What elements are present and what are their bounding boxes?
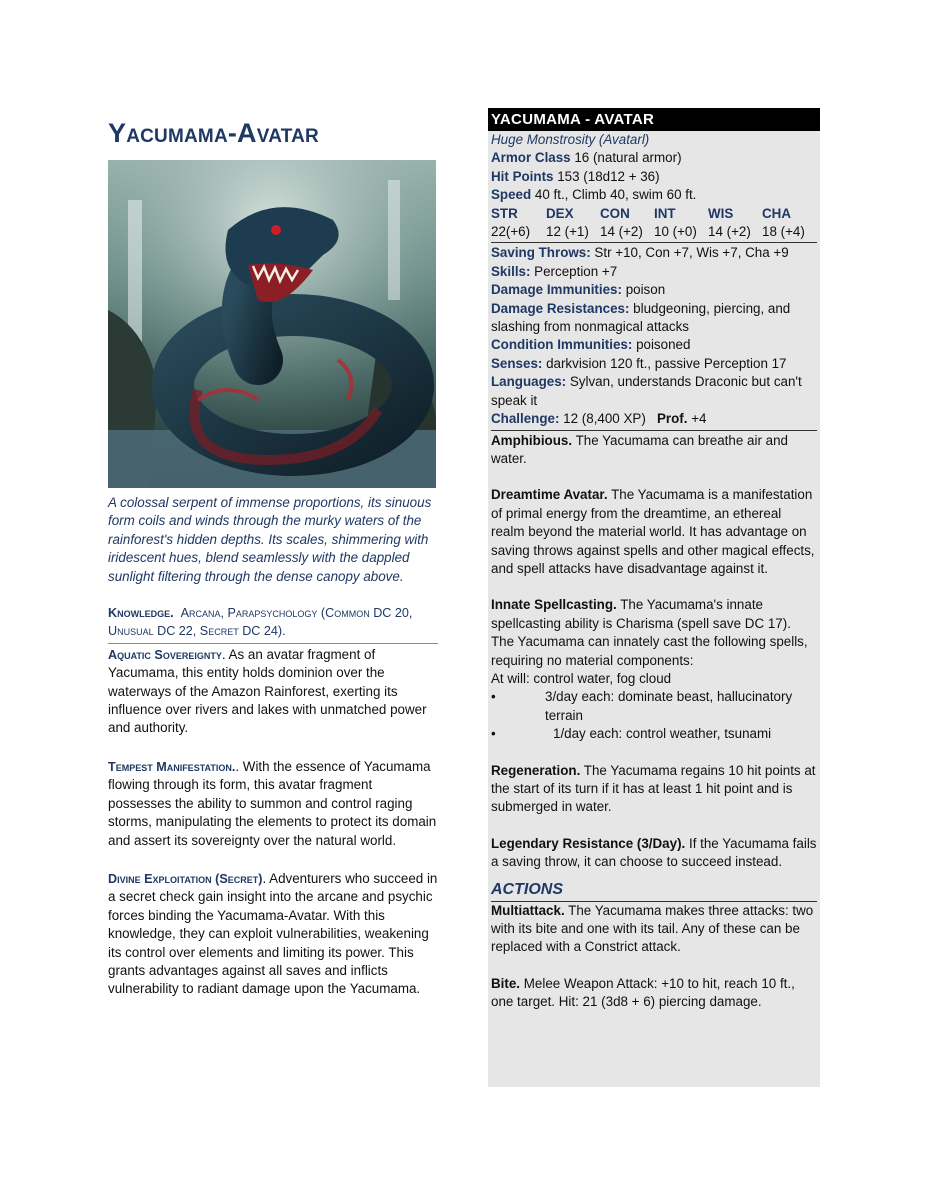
spells-at-will: At will: control water, fog cloud bbox=[491, 670, 672, 686]
ability-value: 22(+6) bbox=[491, 224, 531, 240]
serpent-art bbox=[108, 160, 436, 488]
skills: Skills: Perception +7 bbox=[491, 263, 618, 279]
page-title: Yacumama-Avatar bbox=[108, 118, 319, 148]
stat-block-title: YACUMAMA - AVATAR bbox=[488, 108, 820, 131]
lore-heading: Divine Exploitation (Secret) bbox=[108, 871, 263, 886]
spells-three-per-day: • 3/day each: dominate beast, hallucinatory terrain bbox=[491, 688, 817, 725]
knowledge-text: Arcana, Parapsychology (Common DC 20, Unusual DC 22, Secret DC 24). bbox=[108, 606, 413, 639]
languages: Languages: Sylvan, understands Draconic but can't speak it bbox=[491, 374, 802, 408]
bullet-icon: • bbox=[491, 726, 496, 742]
ability-name: INT bbox=[654, 205, 676, 221]
divider bbox=[491, 430, 817, 431]
senses: Senses: darkvision 120 ft., passive Perception 17 bbox=[491, 355, 787, 371]
ability-value: 10 (+0) bbox=[654, 224, 697, 240]
ability-value: 14 (+2) bbox=[708, 224, 751, 240]
ability-value: 12 (+1) bbox=[546, 224, 589, 240]
trait-innate-spellcasting: Innate Spellcasting. The Yacumama's innate spellcasting ability is Charisma (spell save DC 17). The Yacumama can innately cast the following spells, requiring no material components: At will: control water, fog cloud • 3/day each: dominate beast, hallucinatory terrain • 1/day each: control weather, tsunami bbox=[491, 596, 817, 743]
ability-name: WIS bbox=[708, 205, 734, 221]
lore-column bbox=[108, 112, 438, 999]
creature-type: Huge Monstrosity (Avatarl) bbox=[491, 132, 650, 147]
trait-dreamtime-avatar: Dreamtime Avatar. The Yacumama is a manifestation of primal energy from the dreamtime, an ethereal realm beyond the material world. It has advantage on saving throws against spells and other magical effects, and spell attacks have disadvantage against it. bbox=[491, 487, 815, 576]
knowledge-line bbox=[108, 604, 438, 644]
ability-name: CON bbox=[600, 205, 630, 221]
action-multiattack: Multiattack. The Yacumama makes three attacks: two with its bite and one with its tail. Any of these can be replaced with a Constrict attack. bbox=[491, 902, 814, 955]
stat-block bbox=[488, 108, 820, 1087]
saving-throws: Saving Throws: Str +10, Con +7, Wis +7, Cha +9 bbox=[491, 245, 789, 261]
armor-class: Armor Class 16 (natural armor) bbox=[491, 150, 682, 166]
serpent-illustration bbox=[108, 160, 436, 488]
condition-immunities: Condition Immunities: poisoned bbox=[491, 337, 691, 353]
hit-points: Hit Points 153 (18d12 + 36) bbox=[491, 168, 660, 184]
trait-legendary-resistance: Legendary Resistance (3/Day). If the Yacumama fails a saving throw, it can choose to succeed instead. bbox=[491, 835, 817, 870]
challenge: Challenge: 12 (8,400 XP) Prof. +4 bbox=[491, 411, 707, 427]
action-bite: Bite. Melee Weapon Attack: +10 to hit, reach 10 ft., one target. Hit: 21 (3d8 + 6) piercing damage. bbox=[491, 975, 795, 1010]
ability-name: CHA bbox=[762, 205, 792, 221]
trait-regeneration: Regeneration. The Yacumama regains 10 hit points at the start of its turn if it has at least 1 hit point and is submerged in water. bbox=[491, 762, 816, 815]
spells-one-per-day: • 1/day each: control weather, tsunami bbox=[491, 725, 817, 743]
trait-amphibious: Amphibious. The Yacumama can breathe air and water. bbox=[491, 432, 788, 466]
ability-value: 18 (+4) bbox=[762, 224, 805, 240]
ability-name: DEX bbox=[546, 205, 574, 221]
speed: Speed 40 ft., Climb 40, swim 60 ft. bbox=[491, 187, 697, 203]
lore-text: . Adventurers who succeed in a secret check gain insight into the arcane and psychic forces binding the Yacumama-Avatar. With this knowledge, they can exploit vulnerabilities, weakening its control over elements and limiting its power. This grants advantages against all saves and inflicts vulnerability to radiant damage upon the Yacumama. bbox=[108, 870, 438, 997]
lore-divine-exploitation bbox=[108, 870, 438, 999]
divider bbox=[491, 242, 817, 243]
lore-aquatic-sovereignty bbox=[108, 646, 438, 738]
ability-scores bbox=[491, 205, 817, 242]
lore-heading: Aquatic Sovereignty bbox=[108, 647, 222, 662]
lore-heading: Tempest Manifestation. bbox=[108, 759, 236, 774]
lore-text: . As an avatar fragment of Yacumama, this entity holds dominion over the waterways of the Amazon Rainforest, exerting its influence over rivers and lakes with unmatched power and authority. bbox=[108, 646, 427, 736]
damage-immunities: Damage Immunities: poison bbox=[491, 282, 666, 298]
lore-tempest-manifestation bbox=[108, 758, 438, 850]
bullet-icon: • bbox=[491, 689, 496, 705]
knowledge-label: Knowledge. bbox=[108, 606, 174, 621]
damage-resistances: Damage Resistances: bludgeoning, piercing, and slashing from nonmagical attacks bbox=[491, 300, 791, 335]
lore-text: . With the essence of Yacumama flowing through its form, this avatar fragment possesses the ability to summon and control raging storms, manipulating the elements to protect its domain and assert its sovereignty over the natural world. bbox=[108, 758, 437, 848]
flavor-caption: A colossal serpent of immense proportions, its sinuous form coils and winds through the murky waters of the rainforest's hidden depths. Its scales, shimmering with iridescent hues, blend seamlessly with the dappled sunlight filtering through the dense canopy above. bbox=[108, 495, 432, 584]
ability-value: 14 (+2) bbox=[600, 224, 643, 240]
actions-heading: ACTIONS bbox=[491, 880, 817, 902]
ability-name: STR bbox=[491, 205, 518, 221]
